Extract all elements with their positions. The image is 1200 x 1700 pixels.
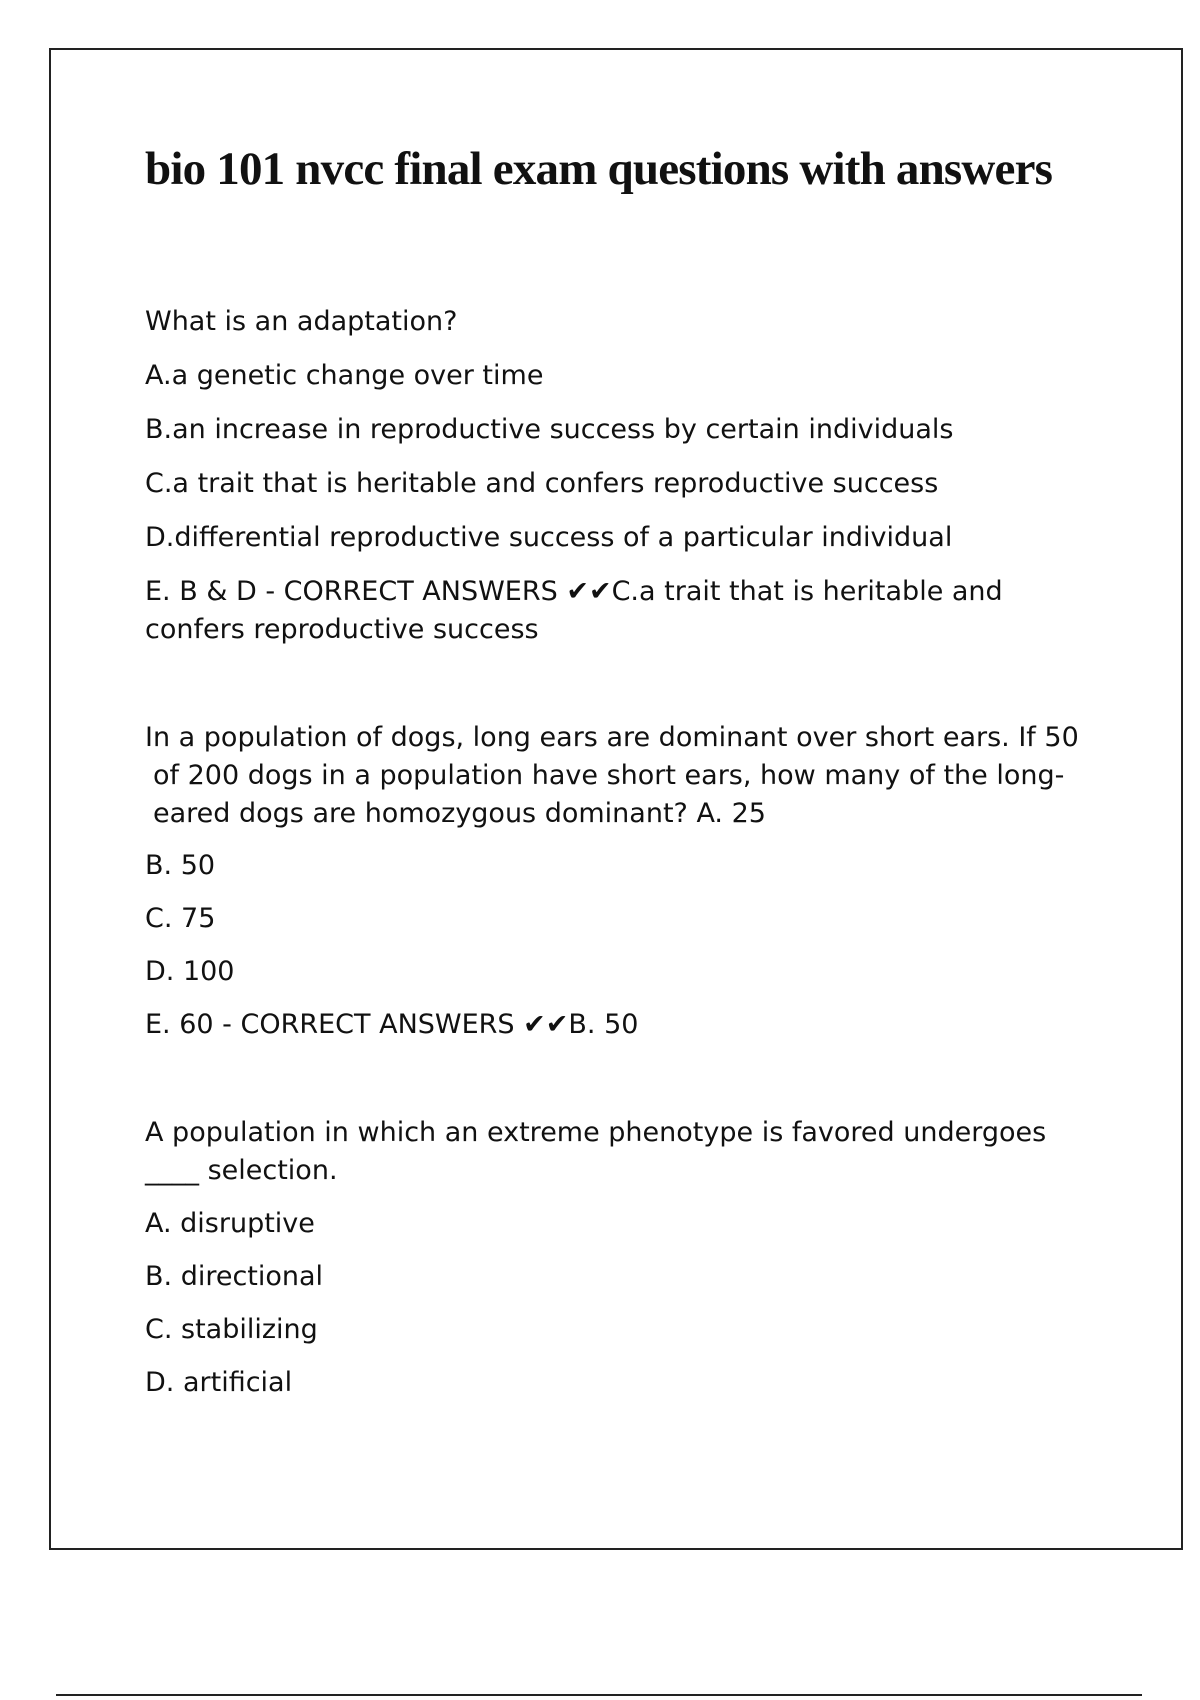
answer-option: C. stabilizing (145, 1314, 318, 1345)
answer-option: C.a trait that is heritable and confers reproductive success (145, 468, 939, 499)
answer-option-with-correct-answer: E. B & D - CORRECT ANSWERS ✔✔C.a trait that is heritable and confers reproductive success (145, 576, 1003, 645)
footer-divider (56, 1694, 1142, 1696)
answer-option: D. 100 (145, 956, 235, 987)
answer-option: B.an increase in reproductive success by certain individuals (145, 414, 954, 445)
answer-option: A. disruptive (145, 1208, 315, 1239)
answer-option: B. 50 (145, 850, 216, 881)
answer-option: B. directional (145, 1261, 324, 1292)
answer-option: A.a genetic change over time (145, 360, 544, 391)
answer-option: C. 75 (145, 903, 216, 934)
questions-list (145, 303, 1095, 1472)
document-title: bio 101 nvcc final exam questions with answers (145, 143, 1053, 195)
question-text: A population in which an extreme phenotype is favored undergoes ____ selection. (145, 1117, 1047, 1186)
answer-option: D. artificial (145, 1367, 293, 1398)
question-block (145, 719, 1095, 1044)
answer-option: D.differential reproductive success of a particular individual (145, 522, 953, 553)
question-text: What is an adaptation? (145, 306, 458, 337)
question-block (145, 303, 1095, 649)
answer-option-with-correct-answer: E. 60 - CORRECT ANSWERS ✔✔B. 50 (145, 1009, 639, 1040)
question-block (145, 1114, 1095, 1402)
question-text: In a population of dogs, long ears are dominant over short ears. If 50 of 200 dogs in a population have short ears, how many of the long-eared dogs are homozygous dominant? A. 25 (145, 722, 1079, 829)
